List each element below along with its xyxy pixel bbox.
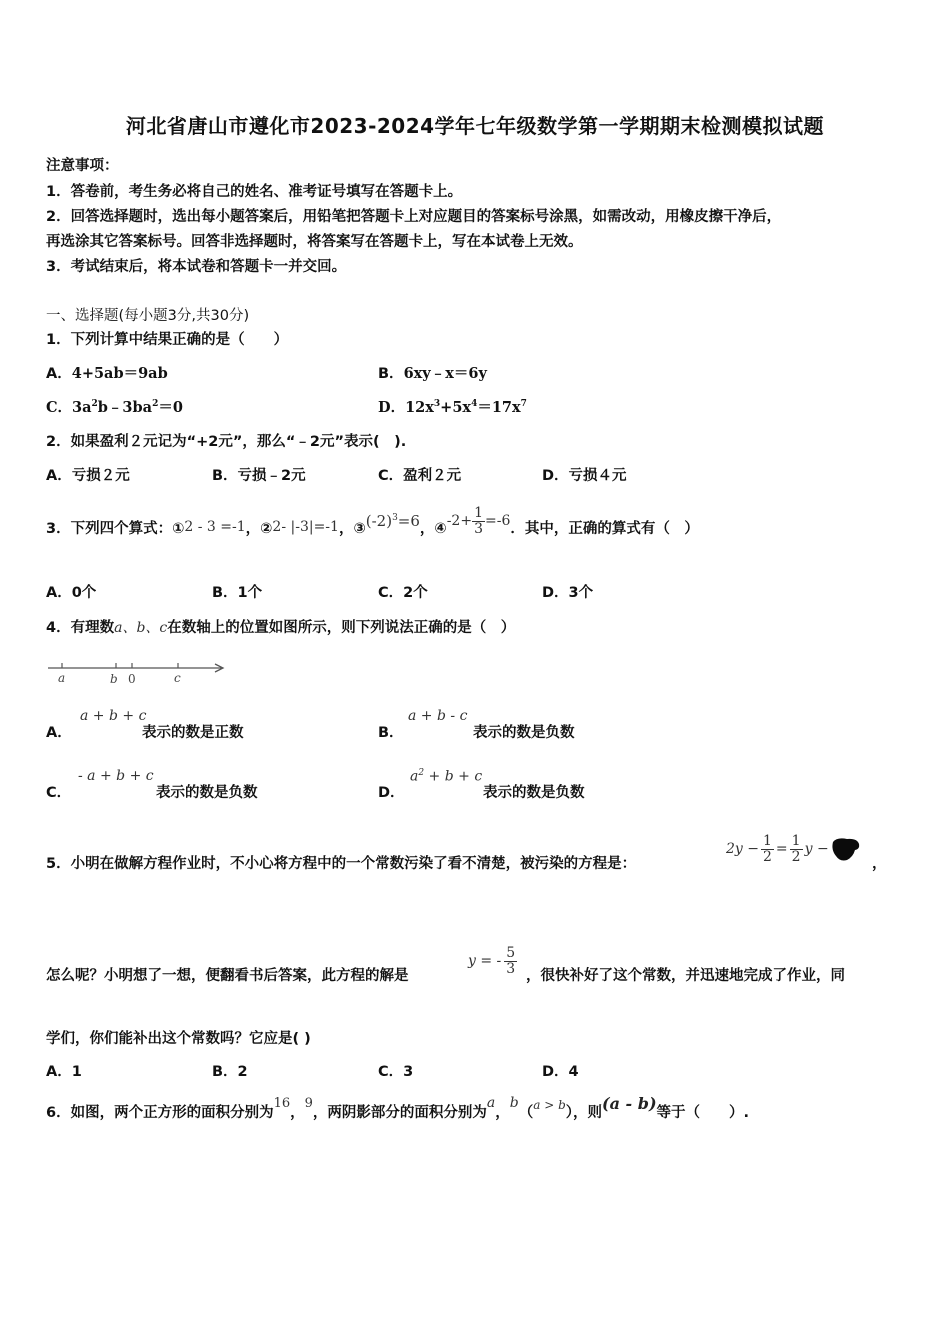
option-a: A．亏损２元 (46, 468, 130, 484)
math-text: = (775, 841, 788, 857)
math-expression: a + b + c (80, 708, 147, 724)
math-condition: a > b (533, 1098, 566, 1112)
option-text: ＝0 (158, 399, 183, 416)
section-heading: 一、选择题(每小题3分,共30分) (46, 308, 250, 324)
option-text: 4+5ab＝9ab (71, 365, 168, 382)
option-c: C．2个 (378, 585, 428, 601)
option-b: B．1个 (212, 585, 263, 601)
option-b: B．亏损﹣2元 (212, 468, 306, 484)
numerator: 5 (506, 944, 516, 961)
option-a: A．0个 (46, 585, 97, 601)
number-line-figure (44, 656, 230, 688)
notice-item: 再选涂其它答案标号。回答非选择题时，将答案写在答题卡上，写在本试卷上无效。 (46, 234, 583, 250)
option-text: 表示的数是负数 (156, 785, 258, 801)
stem-text: ），则 (565, 1104, 603, 1121)
denominator: 2 (763, 848, 772, 865)
math-expression: (a - b) (602, 1093, 657, 1113)
math-text: 2y − (726, 841, 759, 857)
question-text: 怎么呢？小明想了一想，便翻看书后答案，此方程的解是 (46, 968, 409, 984)
question-text: 学们，你们能补出这个常数吗？它应是( ) (46, 1031, 311, 1047)
notice-item: 3．考试结束后，将本试卷和答题卡一并交回。 (46, 259, 347, 275)
option-text: ＝17x (477, 399, 521, 416)
numerator: 1 (791, 832, 801, 849)
question-stem: 1．下列计算中结果正确的是（ ） (46, 332, 289, 348)
question-stem: 2．如果盈利２元记为“+2元”，那么“﹣2元”表示( ). (46, 434, 407, 450)
option-a (46, 362, 168, 383)
exponent: 2 (152, 399, 159, 410)
fraction (790, 834, 803, 864)
option-label: C． (46, 785, 72, 801)
stem-text: ，两阴影部分的面积分别为 (312, 1104, 487, 1121)
math-expression (447, 506, 511, 536)
question-6 (46, 1094, 749, 1128)
page-title: 河北省唐山市遵化市2023-2024学年七年级数学第一学期期末检测模拟试题 (125, 114, 825, 138)
math-variable: b (509, 1095, 519, 1111)
stem-text: 6．如图，两个正方形的面积分别为 (46, 1104, 274, 1121)
math-text: y − (804, 841, 829, 857)
exponent: 2 (91, 399, 98, 410)
axis-label-0: 0 (128, 672, 136, 686)
stem-text: （ (518, 1104, 534, 1121)
stem-text: ， (495, 1104, 510, 1121)
option-text: 12x (405, 399, 434, 416)
fraction (472, 506, 485, 536)
denominator: 3 (474, 520, 483, 537)
exponent: 3 (433, 399, 441, 410)
option-text: 3a (72, 399, 92, 416)
option-a: A．1 (46, 1064, 82, 1080)
option-d: D．3个 (542, 585, 594, 601)
option-label: B． (378, 725, 404, 741)
math-text: + b + c (424, 768, 483, 785)
math-expression: - a + b + c (78, 768, 154, 784)
option-text: b﹣3ba (97, 399, 153, 416)
option-c: C．3 (378, 1064, 414, 1080)
axis-label-a: a (58, 671, 66, 685)
notice-item: 2．回答选择题时，选出每小题答案后，用铅笔把答题卡上对应题目的答案标号涂黑，如需改动，用橡皮擦干净后， (46, 209, 782, 225)
stem-text: 在数轴上的位置如图所示，则下列说法正确的是（ ） (167, 620, 516, 636)
option-c: C．盈利２元 (378, 468, 462, 484)
math-expression: 2 - 3 =-1 (184, 519, 246, 535)
ink-blot-shape (832, 838, 859, 860)
math-expression: 2- |-3|=-1 (272, 519, 339, 535)
solution-expression (468, 938, 517, 984)
option-label: C． (46, 399, 73, 416)
punctuation: ， (872, 856, 887, 872)
stem-text: ．其中，正确的算式有（ ） (510, 520, 699, 537)
option-d (378, 396, 527, 417)
math-expression (366, 512, 420, 530)
denominator: 3 (506, 960, 516, 977)
math-value: 16 (273, 1095, 291, 1111)
exponent: 3 (392, 513, 398, 523)
stem-text: ，② (245, 520, 273, 537)
option-label: D． (378, 399, 406, 416)
stem-text: ，④ (419, 520, 447, 537)
math-text: -2+ (446, 513, 473, 529)
question-stem: 5．小明在做解方程作业时，不小心将方程中的一个常数污染了看不清楚，被污染的方程是： (46, 856, 637, 872)
math-text: =-6 (485, 513, 511, 529)
exponent: 7 (520, 399, 527, 410)
stem-text: ， (290, 1104, 305, 1121)
option-text: +5x (440, 399, 472, 416)
stem-text: ，③ (338, 520, 366, 537)
exponent: 2 (418, 768, 425, 778)
axis-label-b: b (110, 672, 118, 686)
math-variable: a (486, 1095, 496, 1111)
stem-text: 等于（ ）. (656, 1104, 750, 1121)
math-text: y = - (468, 953, 502, 969)
stem-text: 3．下列四个算式：① (46, 520, 185, 537)
option-b: B．2 (212, 1064, 248, 1080)
polluted-equation (726, 826, 861, 872)
notice-item: 1．答卷前，考生务必将自己的姓名、准考证号填写在答题卡上。 (46, 184, 463, 200)
option-text: 6xy﹣x＝6y (403, 365, 487, 382)
option-text: 表示的数是负数 (483, 785, 585, 801)
math-text: =6 (397, 512, 420, 530)
ink-blot-icon (831, 836, 861, 862)
option-d: D．4 (542, 1064, 579, 1080)
option-label: B． (378, 366, 404, 382)
option-text: 表示的数是负数 (473, 725, 575, 741)
stem-text: 4．有理数 (46, 620, 115, 636)
question-stem (46, 616, 515, 637)
math-base: (-2) (365, 512, 393, 530)
denominator: 2 (791, 848, 801, 865)
notice-heading: 注意事项： (46, 158, 119, 174)
question-text: ，很快补好了这个常数，并迅速地完成了作业，同 (526, 968, 845, 984)
option-label: A． (46, 725, 72, 741)
option-c (46, 396, 183, 417)
math-value: 9 (304, 1095, 313, 1111)
option-text: 表示的数是正数 (142, 725, 244, 741)
numerator: 1 (763, 832, 772, 849)
option-label: D． (378, 785, 405, 801)
math-base: a (410, 768, 419, 785)
math-variables: a、b、c (114, 620, 168, 636)
option-d: D．亏损４元 (542, 468, 627, 484)
math-expression (410, 768, 482, 785)
question-stem (46, 505, 699, 549)
axis-label-c: c (174, 671, 181, 685)
fraction (504, 946, 517, 976)
exponent: 4 (471, 399, 478, 410)
math-expression: a + b - c (408, 708, 468, 724)
option-b (378, 362, 487, 383)
fraction (761, 834, 774, 864)
option-label: A． (46, 366, 72, 382)
numerator: 1 (474, 504, 483, 521)
